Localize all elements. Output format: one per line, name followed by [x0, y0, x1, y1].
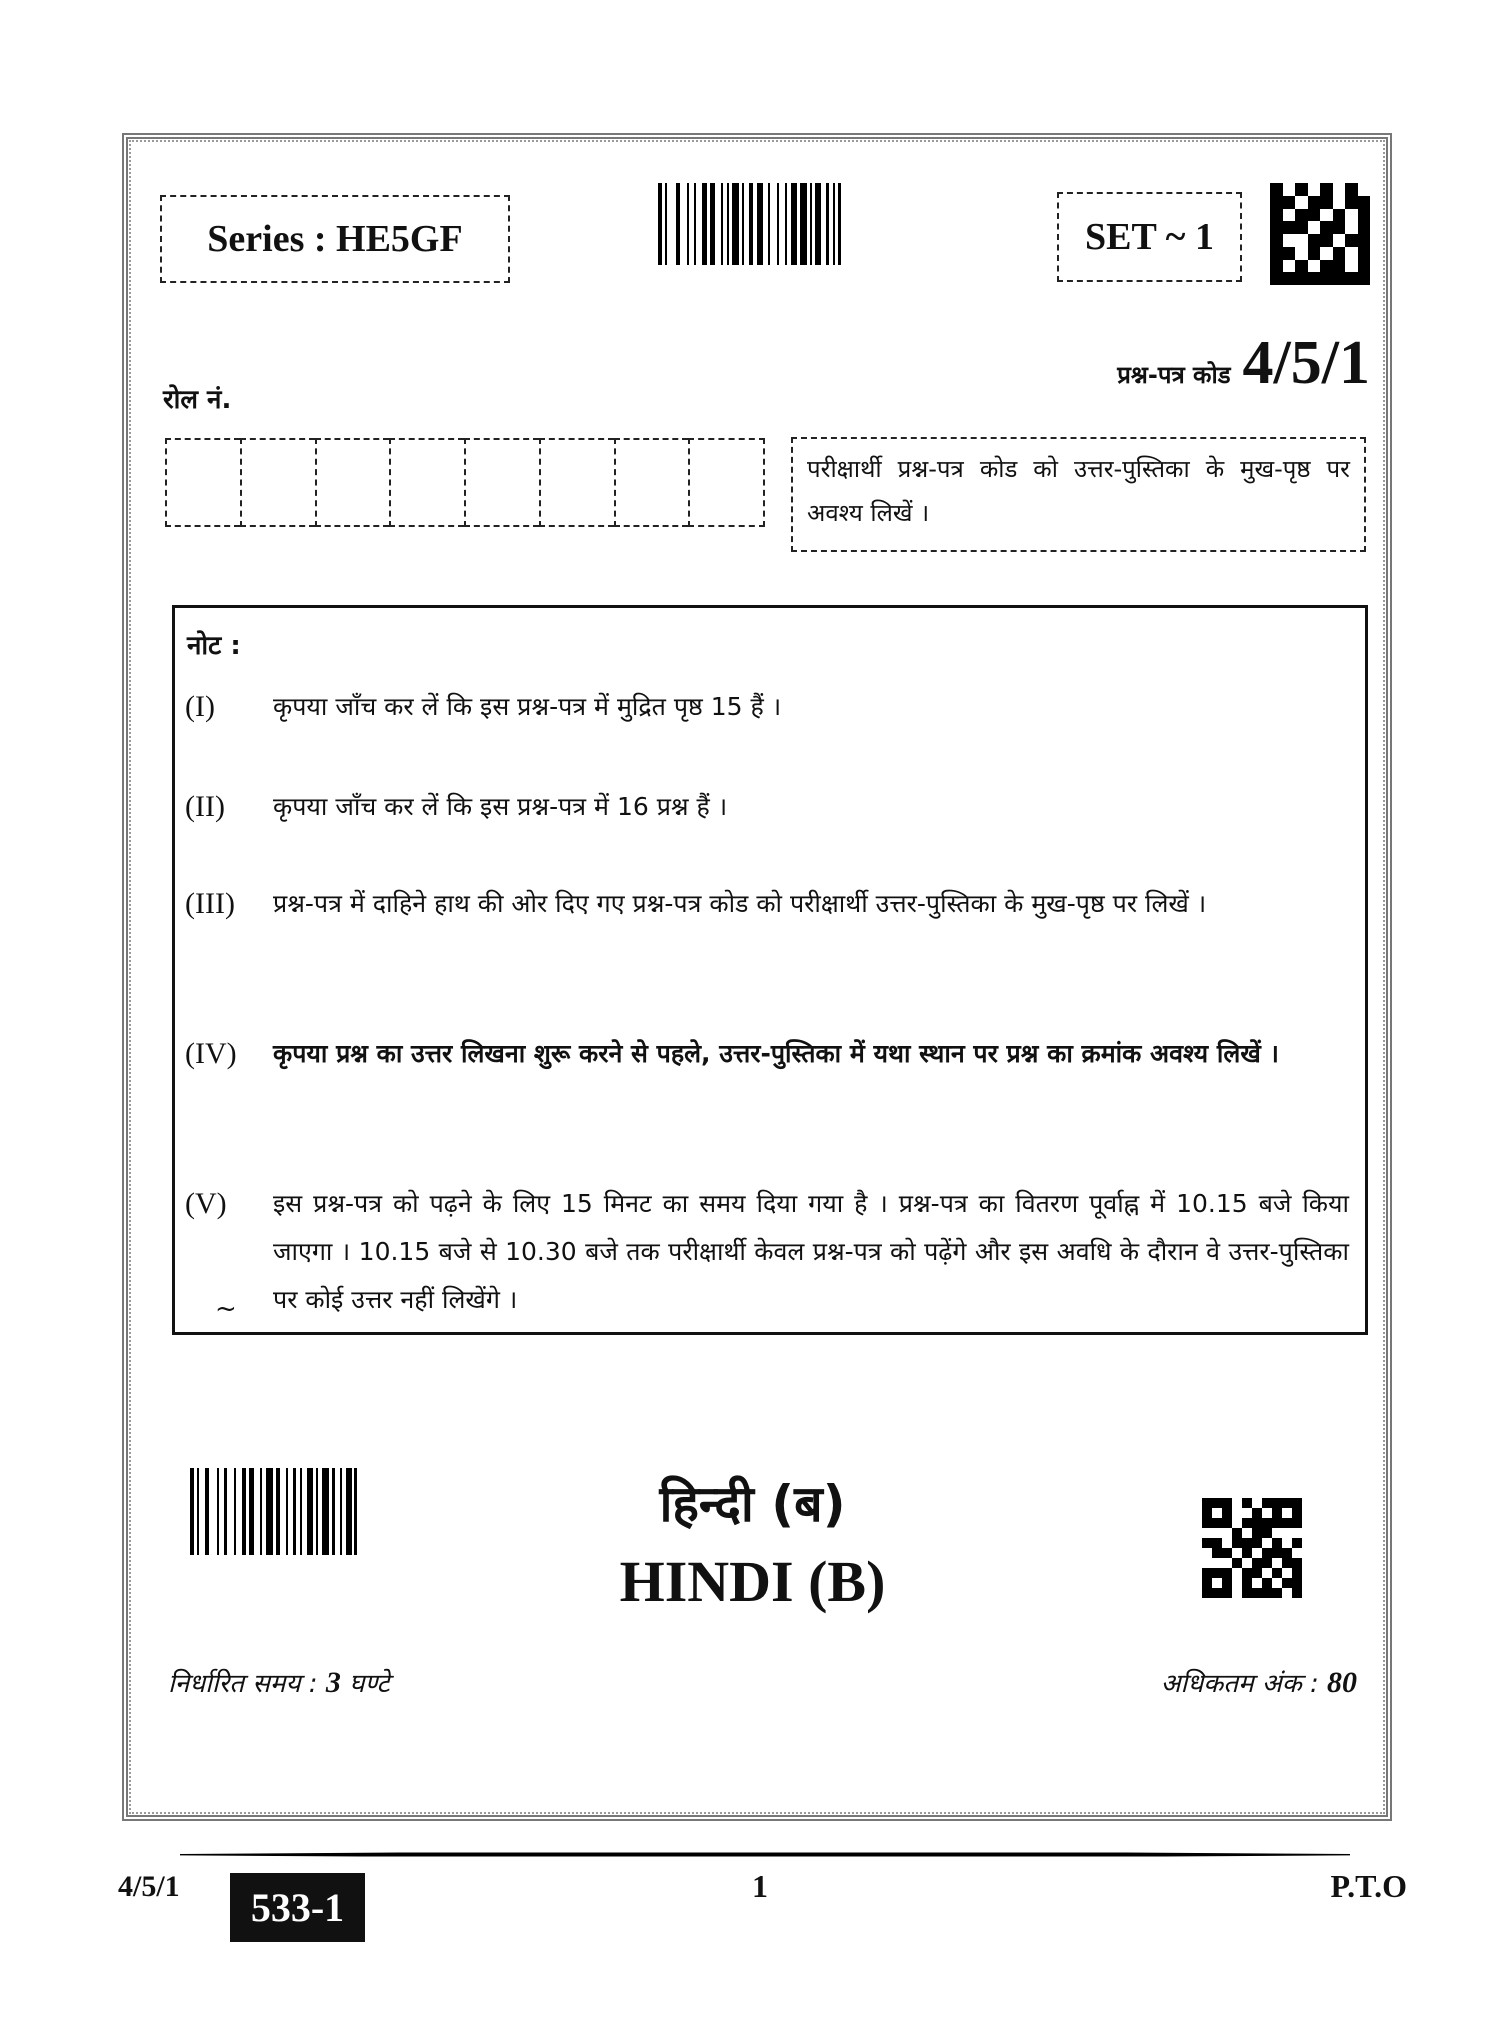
note-item-5 — [185, 1180, 1349, 1324]
series-box — [160, 195, 510, 283]
roll-number-cell[interactable] — [389, 438, 464, 527]
note-number: (V) — [185, 1187, 227, 1220]
paper-code-value: 4/5/1 — [1242, 329, 1370, 397]
note-item-2 — [185, 783, 1349, 831]
roll-number-boxes[interactable] — [165, 438, 765, 527]
barcode-bar — [732, 183, 739, 265]
barcode-bar — [680, 183, 687, 265]
time-allowed-unit: घण्टे — [349, 1669, 390, 1699]
roll-number-cell[interactable] — [464, 438, 539, 527]
series-label: Series : HE5GF — [207, 218, 463, 260]
subject-title-english: HINDI (B) — [619, 1549, 886, 1614]
note-text: कृपया प्रश्न का उत्तर लिखना शुरू करने से पहले, उत्तर-पुस्तिका में यथा स्थान पर प्रश्न का क्रमांक अवश्य लिखें । — [273, 1039, 1279, 1068]
page-number: 1 — [752, 1868, 768, 1904]
paper-code — [1117, 328, 1370, 399]
paper-code-instruction-box — [791, 437, 1366, 552]
barcode-bar — [770, 183, 777, 265]
datamatrix-code-icon — [1270, 183, 1370, 285]
time-allowed — [168, 1664, 390, 1700]
paper-code-instruction: परीक्षार्थी प्रश्न-पत्र कोड को उत्तर-पुस्तिका के मुख-पृष्ठ पर अवश्य लिखें । — [807, 455, 1350, 527]
roll-number-cell[interactable] — [688, 438, 765, 527]
note-number: (I) — [185, 690, 215, 723]
time-allowed-value: 3 — [325, 1666, 341, 1699]
subject-title-hindi: हिन्दी (ब) — [659, 1475, 846, 1533]
maximum-marks-value: 80 — [1327, 1666, 1357, 1699]
maximum-marks — [1161, 1664, 1357, 1700]
barcode-bar — [800, 183, 807, 265]
maximum-marks-label: अधिकतम अंक : — [1160, 1669, 1319, 1699]
note-text: प्रश्न-पत्र में दाहिने हाथ की ओर दिए गए प्रश्न-पत्र कोड को परीक्षार्थी उत्तर-पुस्तिका के मुख-पृष्ठ पर लिखें । — [273, 889, 1207, 918]
roll-number-label: रोल नं. — [163, 385, 232, 415]
barcode-icon — [658, 183, 915, 265]
notes-box — [172, 605, 1368, 1335]
footer-rule — [180, 1850, 1350, 1859]
note-text: कृपया जाँच कर लें कि इस प्रश्न-पत्र में 16 प्रश्न हैं । — [273, 792, 728, 821]
barcode-bar — [838, 183, 841, 265]
footer-badge: 533-1 — [230, 1873, 365, 1942]
note-number: (IV) — [185, 1037, 237, 1070]
note-number: (II) — [185, 790, 225, 823]
note-item-1 — [185, 683, 1349, 731]
roll-number-cell[interactable] — [315, 438, 390, 527]
roll-number-cell[interactable] — [165, 438, 240, 527]
time-allowed-label: निर्धारित समय : — [168, 1669, 318, 1699]
roll-number-cell[interactable] — [614, 438, 689, 527]
note-number: (III) — [185, 887, 235, 920]
qr-code-icon — [1202, 1498, 1302, 1598]
paper-code-label: प्रश्न-पत्र कोड — [1117, 361, 1231, 389]
notes-title: नोट : — [187, 631, 241, 661]
barcode-bar — [667, 183, 676, 265]
roll-number-cell[interactable] — [240, 438, 315, 527]
note-text: कृपया जाँच कर लें कि इस प्रश्न-पत्र में मुद्रित पृष्ठ 15 हैं । — [273, 692, 782, 721]
set-label: SET ~ 1 — [1085, 216, 1214, 258]
please-turn-over: P.T.O — [1330, 1868, 1407, 1904]
footer-paper-code: 4/5/1 — [118, 1870, 180, 1903]
set-box — [1057, 192, 1242, 282]
note-text: इस प्रश्न-पत्र को पढ़ने के लिए 15 मिनट का समय दिया गया है । प्रश्न-पत्र का वितरण पूर्वाह्न में 10.15 बजे किया जाएगा । 10.15 बजे से 10.30 बजे तक परीक्षार्थी केवल प्रश्न-पत्र को पढ़ेंगे और इस अवधि के दौरान वे उत्तर-पुस्तिका पर कोई उत्तर नहीं लिखेंगे । — [273, 1189, 1349, 1314]
tilde-mark: ~ — [215, 1294, 237, 1324]
roll-number-cell[interactable] — [539, 438, 614, 527]
note-item-3 — [185, 880, 1349, 928]
note-item-4 — [185, 1030, 1349, 1078]
